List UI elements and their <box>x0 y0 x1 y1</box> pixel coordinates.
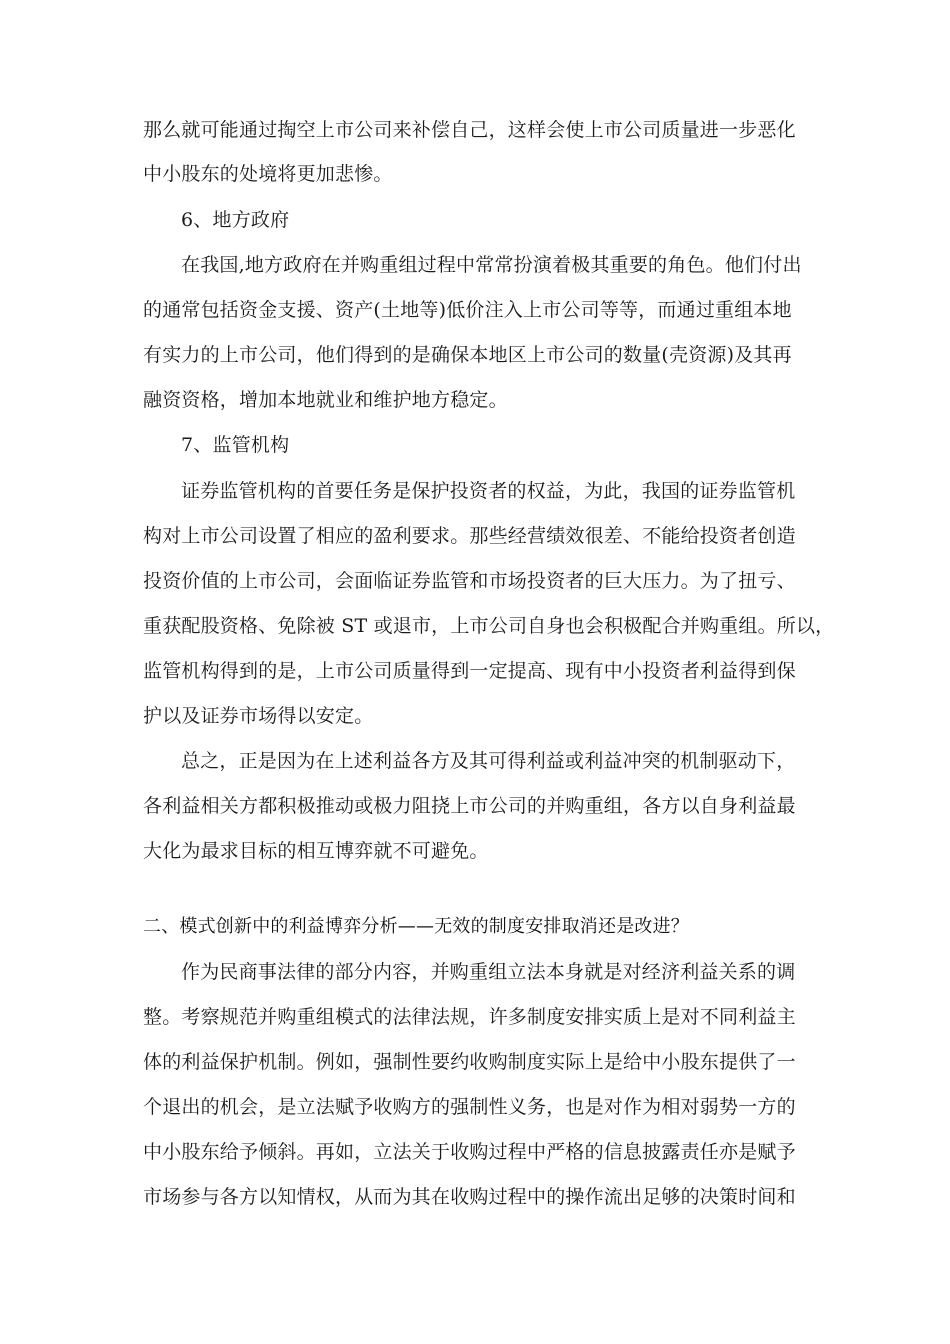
text-line: 个退出的机会，是立法赋予收购方的强制性义务，也是对作为相对弱势一方的 <box>143 1096 796 1118</box>
text-line: 作为民商事法律的部分内容，并购重组立法本身就是对经济利益关系的调 <box>181 961 796 983</box>
text-line: 市场参与各方以知情权，从而为其在收购过程中的操作流出足够的决策时间和 <box>143 1186 796 1208</box>
section-heading-game-analysis: 二、模式创新中的利益博弈分析——无效的制度安排取消还是改进？ <box>143 916 689 937</box>
text-line: 大化为最求目标的相互博弈就不可避免。 <box>143 840 489 862</box>
text-line: 中小股东给予倾斜。再如，立法关于收购过程中严格的信息披露责任亦是赋予 <box>143 1141 796 1163</box>
text-line: 护以及证券市场得以安定。 <box>143 705 374 727</box>
text-line: 的通常包括资金支援、资产(土地等)低价注入上市公司等等，而通过重组本地 <box>143 299 792 321</box>
text-line: 总之，正是因为在上述利益各方及其可得利益或利益冲突的机制驱动下， <box>181 750 796 772</box>
text-line: 投资价值的上市公司，会面临证券监管和市场投资者的巨大压力。为了扭亏、 <box>143 570 796 592</box>
text-line: 体的利益保护机制。例如，强制性要约收购制度实际上是给中小股东提供了一 <box>143 1051 796 1073</box>
section-heading-local-government: 6、地方政府 <box>181 209 290 231</box>
text-line: 构对上市公司设置了相应的盈利要求。那些经营绩效很差、不能给投资者创造 <box>143 525 796 547</box>
text-line: 那么就可能通过掏空上市公司来补偿自己，这样会使上市公司质量进一步恶化 <box>143 119 796 141</box>
text-line: 有实力的上市公司，他们得到的是确保本地区上市公司的数量(壳资源)及其再 <box>143 344 792 366</box>
text-line: 证券监管机构的首要任务是保护投资者的权益，为此，我国的证券监管机 <box>181 480 796 502</box>
text-line: 重获配股资格、免除被 ST 或退市，上市公司自身也会积极配合并购重组。所以， <box>143 615 835 637</box>
text-line: 各利益相关方都积极推动或极力阻挠上市公司的并购重组，各方以自身利益最 <box>143 795 796 817</box>
text-line: 融资资格，增加本地就业和维护地方稳定。 <box>143 389 508 411</box>
text-line: 在我国,地方政府在并购重组过程中常常扮演着极其重要的角色。他们付出 <box>181 254 802 276</box>
text-line: 监管机构得到的是，上市公司质量得到一定提高、现有中小投资者利益得到保 <box>143 660 796 682</box>
section-heading-regulators: 7、监管机构 <box>181 434 290 456</box>
text-line: 整。考察规范并购重组模式的法律法规，许多制度安排实质上是对不同利益主 <box>143 1006 796 1028</box>
text-line: 中小股东的处境将更加悲惨。 <box>143 163 393 185</box>
